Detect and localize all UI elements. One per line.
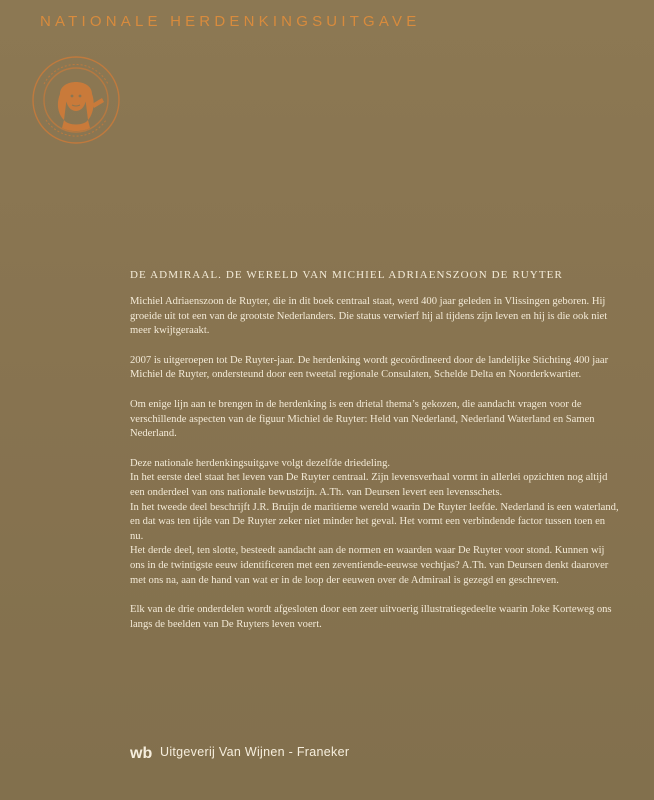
publisher-name: Uitgeverij Van Wijnen - Franeker	[160, 745, 350, 759]
paragraph-text: Om enige lijn aan te brengen in de herdenking is een drietal thema’s gekozen, die aandacht vragen voor de verschillende aspecten van de figuur Michiel de Ruyter: Held van Nederland, Nederland Waterland en Samen Nederland.	[130, 398, 595, 440]
paragraph-4	[130, 457, 620, 588]
series-title: NATIONALE HERDENKINGSUITGAVE	[40, 13, 421, 30]
paragraph-2	[130, 354, 620, 383]
paragraph-line: In het eerste deel staat het leven van De Ruyter centraal. Zijn levensverhaal vormt in allerlei opzichten nog altijd een onderdeel van ons nationale bewustzijn. A.Th. van Deursen levert een levensschets.	[130, 472, 608, 498]
svg-text:wb: wb	[130, 745, 153, 762]
publisher-imprint	[130, 740, 430, 764]
paragraph-3	[130, 398, 620, 442]
paragraph-text: Michiel Adriaenszoon de Ruyter, die in dit boek centraal staat, werd 400 jaar geleden in Vlissingen geboren. Hij groeide uit tot een van de grootste Nederlanders. Die status verwierf hij al tijdens zijn leven en hij is die ook niet meer kwijtgeraakt.	[130, 296, 608, 337]
paragraph-line: Deze nationale herdenkingsuitgave volgt dezelfde driedeling.	[130, 457, 391, 469]
paragraph-5	[130, 603, 620, 632]
book-title: DE ADMIRAAL. DE WERELD VAN MICHIEL ADRIAENSZOON DE RUYTER	[130, 269, 563, 281]
paragraph-text: Elk van de drie onderdelen wordt afgesloten door een zeer uitvoerig illustratiegedeelte waarin Joke Korteweg ons langs de beelden van De Ruyters leven voert.	[130, 604, 612, 630]
blurb-text	[130, 295, 620, 647]
paragraph-line: Het derde deel, ten slotte, besteedt aandacht aan de normen en waarden waar De Ruyter voor stond. Kunnen wij ons in de twintigste eeuw identificeren met een zeventiende-eeuwse vechtjas? A.Th. van Deursen denkt daarover met ons na, aan de hand van wat er in de loop der eeuwen over de Admiraal is gezegd en geschreven.	[130, 545, 609, 586]
seal-graphic	[30, 54, 122, 146]
portrait-seal-icon	[30, 54, 122, 146]
paragraph-line: In het tweede deel beschrijft J.R. Bruijn de maritieme wereld waarin De Ruyter leefde. Nederland is een waterland, en dat was ten tijde van De Ruyter zeker niet minder het geval. Het vormt een verbindende factor tussen toen en nu.	[130, 501, 619, 542]
paragraph-text: 2007 is uitgeroepen tot De Ruyter-jaar. De herdenking wordt gecoördineerd door de landelijke Stichting 400 jaar Michiel de Ruyter, ondersteund door een tweetal regionale Consulaten, Schelde Delta en Noorderkwartier.	[130, 354, 609, 381]
publisher-logo-icon	[130, 742, 154, 762]
paragraph-1	[130, 295, 620, 339]
